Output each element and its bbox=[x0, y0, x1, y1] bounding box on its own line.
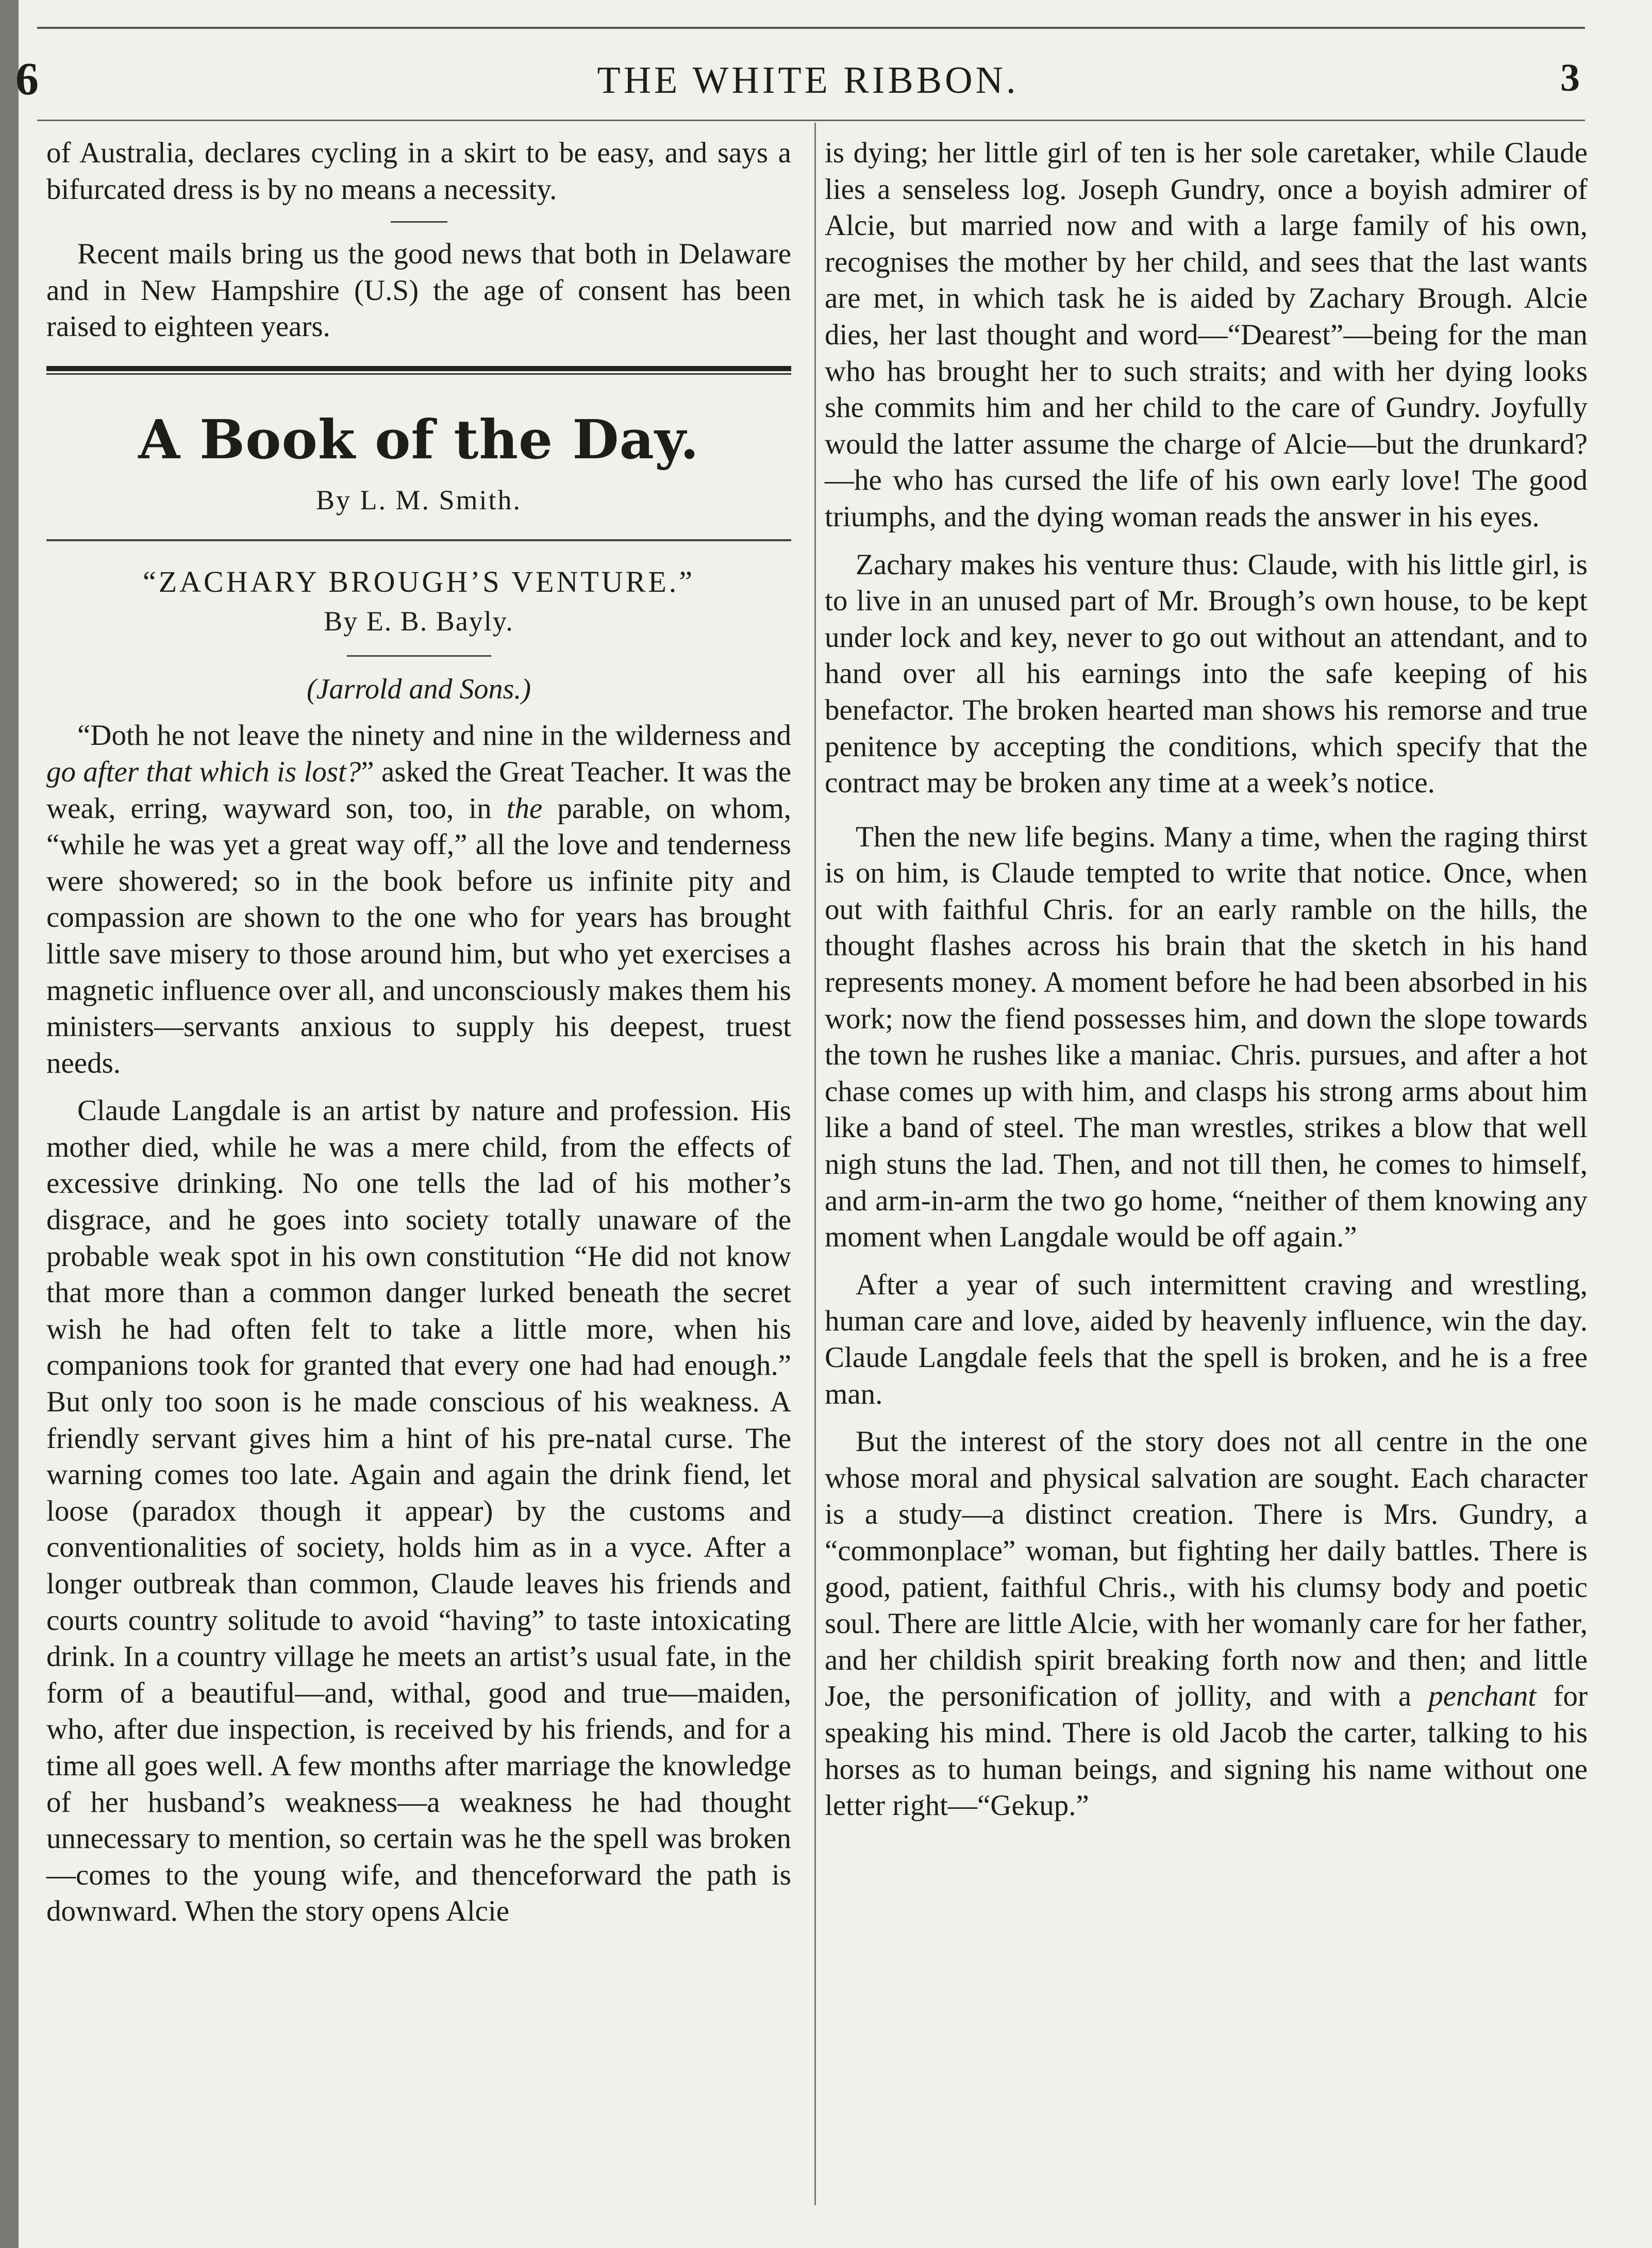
section-rule bbox=[46, 539, 791, 541]
paragraph: Claude Langdale is an artist by nature and profession. His mother died, while he was a mere child, from the effects of excessive drinking. No one tells the lad of his mother’s disgrace, and he goes into society totally unaware of the probable weak spot in his own constitution “He did not know that more than a common danger lurked beneath the secret wish he had often felt to take a little more, when his companions took for granted that every one had had enough.” But only too soon is he made conscious of his weakness. A friendly servant gives him a hint of his pre-natal curse. The warning comes too late. Again and again the drink fiend, let loose (paradox though it appear) by the customs and conventionalities of society, holds him as in a vyce. After a longer outbreak than common, Claude leaves his friends and courts country solitude to avoid “having” to taste intoxicating drink. In a country village he meets an artist’s usual fate, in the form of a beautiful—and, withal, good and true—maiden, who, after due inspection, is received by his friends, and for a time all goes well. A few months after marriage the knowledge of her husband’s weakness—a weakness he had thought unnecessary to mention, so certain was he the spell was broken—comes to the young wife, and thenceforward the path is downward. When the story opens Alcie bbox=[46, 1094, 791, 1928]
section-title: A Book of the Day. bbox=[138, 407, 699, 471]
left-column bbox=[46, 135, 791, 1930]
paragraph: “Doth he not leave the ninety and nine in the wilderness and go after that which is lost?” asked the Great Teacher. It was the weak, erring, wayward son, too, in the parable, on whom, “while he was yet a great way off,” all the love and tenderness were showered; so in the book before us infinite pity and compassion are shown to the one who for years has brought little save misery to those around him, but who yet exercises a magnetic influence over all, and unconsciously makes them his ministers—servants anxious to supply his deepest, truest needs. bbox=[46, 719, 792, 1079]
review-byline: By E. B. Bayly. bbox=[324, 606, 514, 637]
short-divider bbox=[347, 655, 491, 657]
right-column bbox=[814, 135, 1588, 1824]
paragraph: is dying; her little girl of ten is her sole caretaker, while Claude lies a senseless log. Joseph Gundry, once a boyish admirer of Alcie, but married now and with a large family of his own, recognises the mother by her child, and sees that the last wants are met, in which task he is aided by Zachary Brough. Alcie dies, her last thought and word—“Dearest”—being for the man who has brought her to such straits; and with her dying looks she commits him and her child to the care of Gundry. Joyfully would the latter assume the charge of Alcie—but the drunkard?—he who has cursed the life of his own early love! The good triumphs, and the dying woman reads the answer in his eyes. bbox=[825, 137, 1588, 533]
paragraph: Zachary makes his venture thus: Claude, with his little girl, is to live in an unused part of Mr. Brough’s own house, to be kept under lock and key, never to go out without an attendant, and to hand over all his earnings into the safe keeping of his benefactor. The broken hearted man shows his remorse and true penitence by accepting the conditions, which specify that the contract may be broken any time at a week’s notice. bbox=[825, 548, 1588, 800]
paragraph: of Australia, declares cycling in a skirt to be easy, and says a bifurcated dress is by no means a necessity. bbox=[46, 137, 791, 206]
section-thick-rule bbox=[46, 366, 791, 371]
corner-mark: 6 bbox=[15, 54, 39, 105]
running-title: THE WHITE RIBBON. bbox=[597, 59, 1019, 102]
paragraph: After a year of such intermittent craving and wrestling, human care and love, aided by heavenly influence, win the day. Claude Langdale feels that the spell is broken, and he is a free man. bbox=[825, 1268, 1588, 1410]
paragraph: Recent mails bring us the good news that both in Delaware and in New Hampshire (U.S) the age of consent has been raised to eighteen years. bbox=[46, 238, 791, 343]
paragraph: Then the new life begins. Many a time, when the raging thirst is on him, is Claude tempted to write that notice. Once, when out with faithful Chris. for an early ramble on the hills, the thought flashes across his brain that the sketch in his hand represents money. A moment before he had been absorbed in his work; now the fiend possesses him, and down the slope towards the town he rushes like a maniac. Chris. pursues, and after a hot chase comes up with him, and clasps his strong arms about him like a band of steel. The man wrestles, strikes a blow that well nigh stuns the lad. Then, and not till then, he comes to himself, and arm-in-arm the two go home, “neither of them knowing any moment when Langdale would be off again.” bbox=[825, 820, 1588, 1254]
header-rule bbox=[37, 120, 1585, 121]
short-divider bbox=[391, 221, 447, 223]
publisher: (Jarrold and Sons.) bbox=[306, 673, 531, 705]
paragraph: But the interest of the story does not all centre in the one whose moral and physical salvation are sought. Each character is a study—a distinct creation. There is Mrs. Gundry, a “commonplace” woman, but fighting her daily battles. There is good, patient, faithful Chris., with his clumsy body and poetic soul. There are little Alcie, with her womanly care for her father, and her childish spirit breaking forth now and then; and little Joe, the personification of jollity, and with a penchant for speaking his mind. There is old Jacob the carter, talking to his horses as to human beings, and signing his name without one letter right—“Gekup.” bbox=[825, 1425, 1588, 1822]
section-thin-rule bbox=[46, 373, 791, 375]
review-title: “ZACHARY BROUGH’S VENTURE.” bbox=[142, 564, 695, 598]
top-rule bbox=[37, 27, 1585, 29]
page-binding-edge bbox=[0, 0, 19, 2248]
section-byline: By L. M. Smith. bbox=[315, 484, 522, 515]
page-header bbox=[15, 52, 1580, 108]
page-number: 3 bbox=[1560, 56, 1580, 99]
